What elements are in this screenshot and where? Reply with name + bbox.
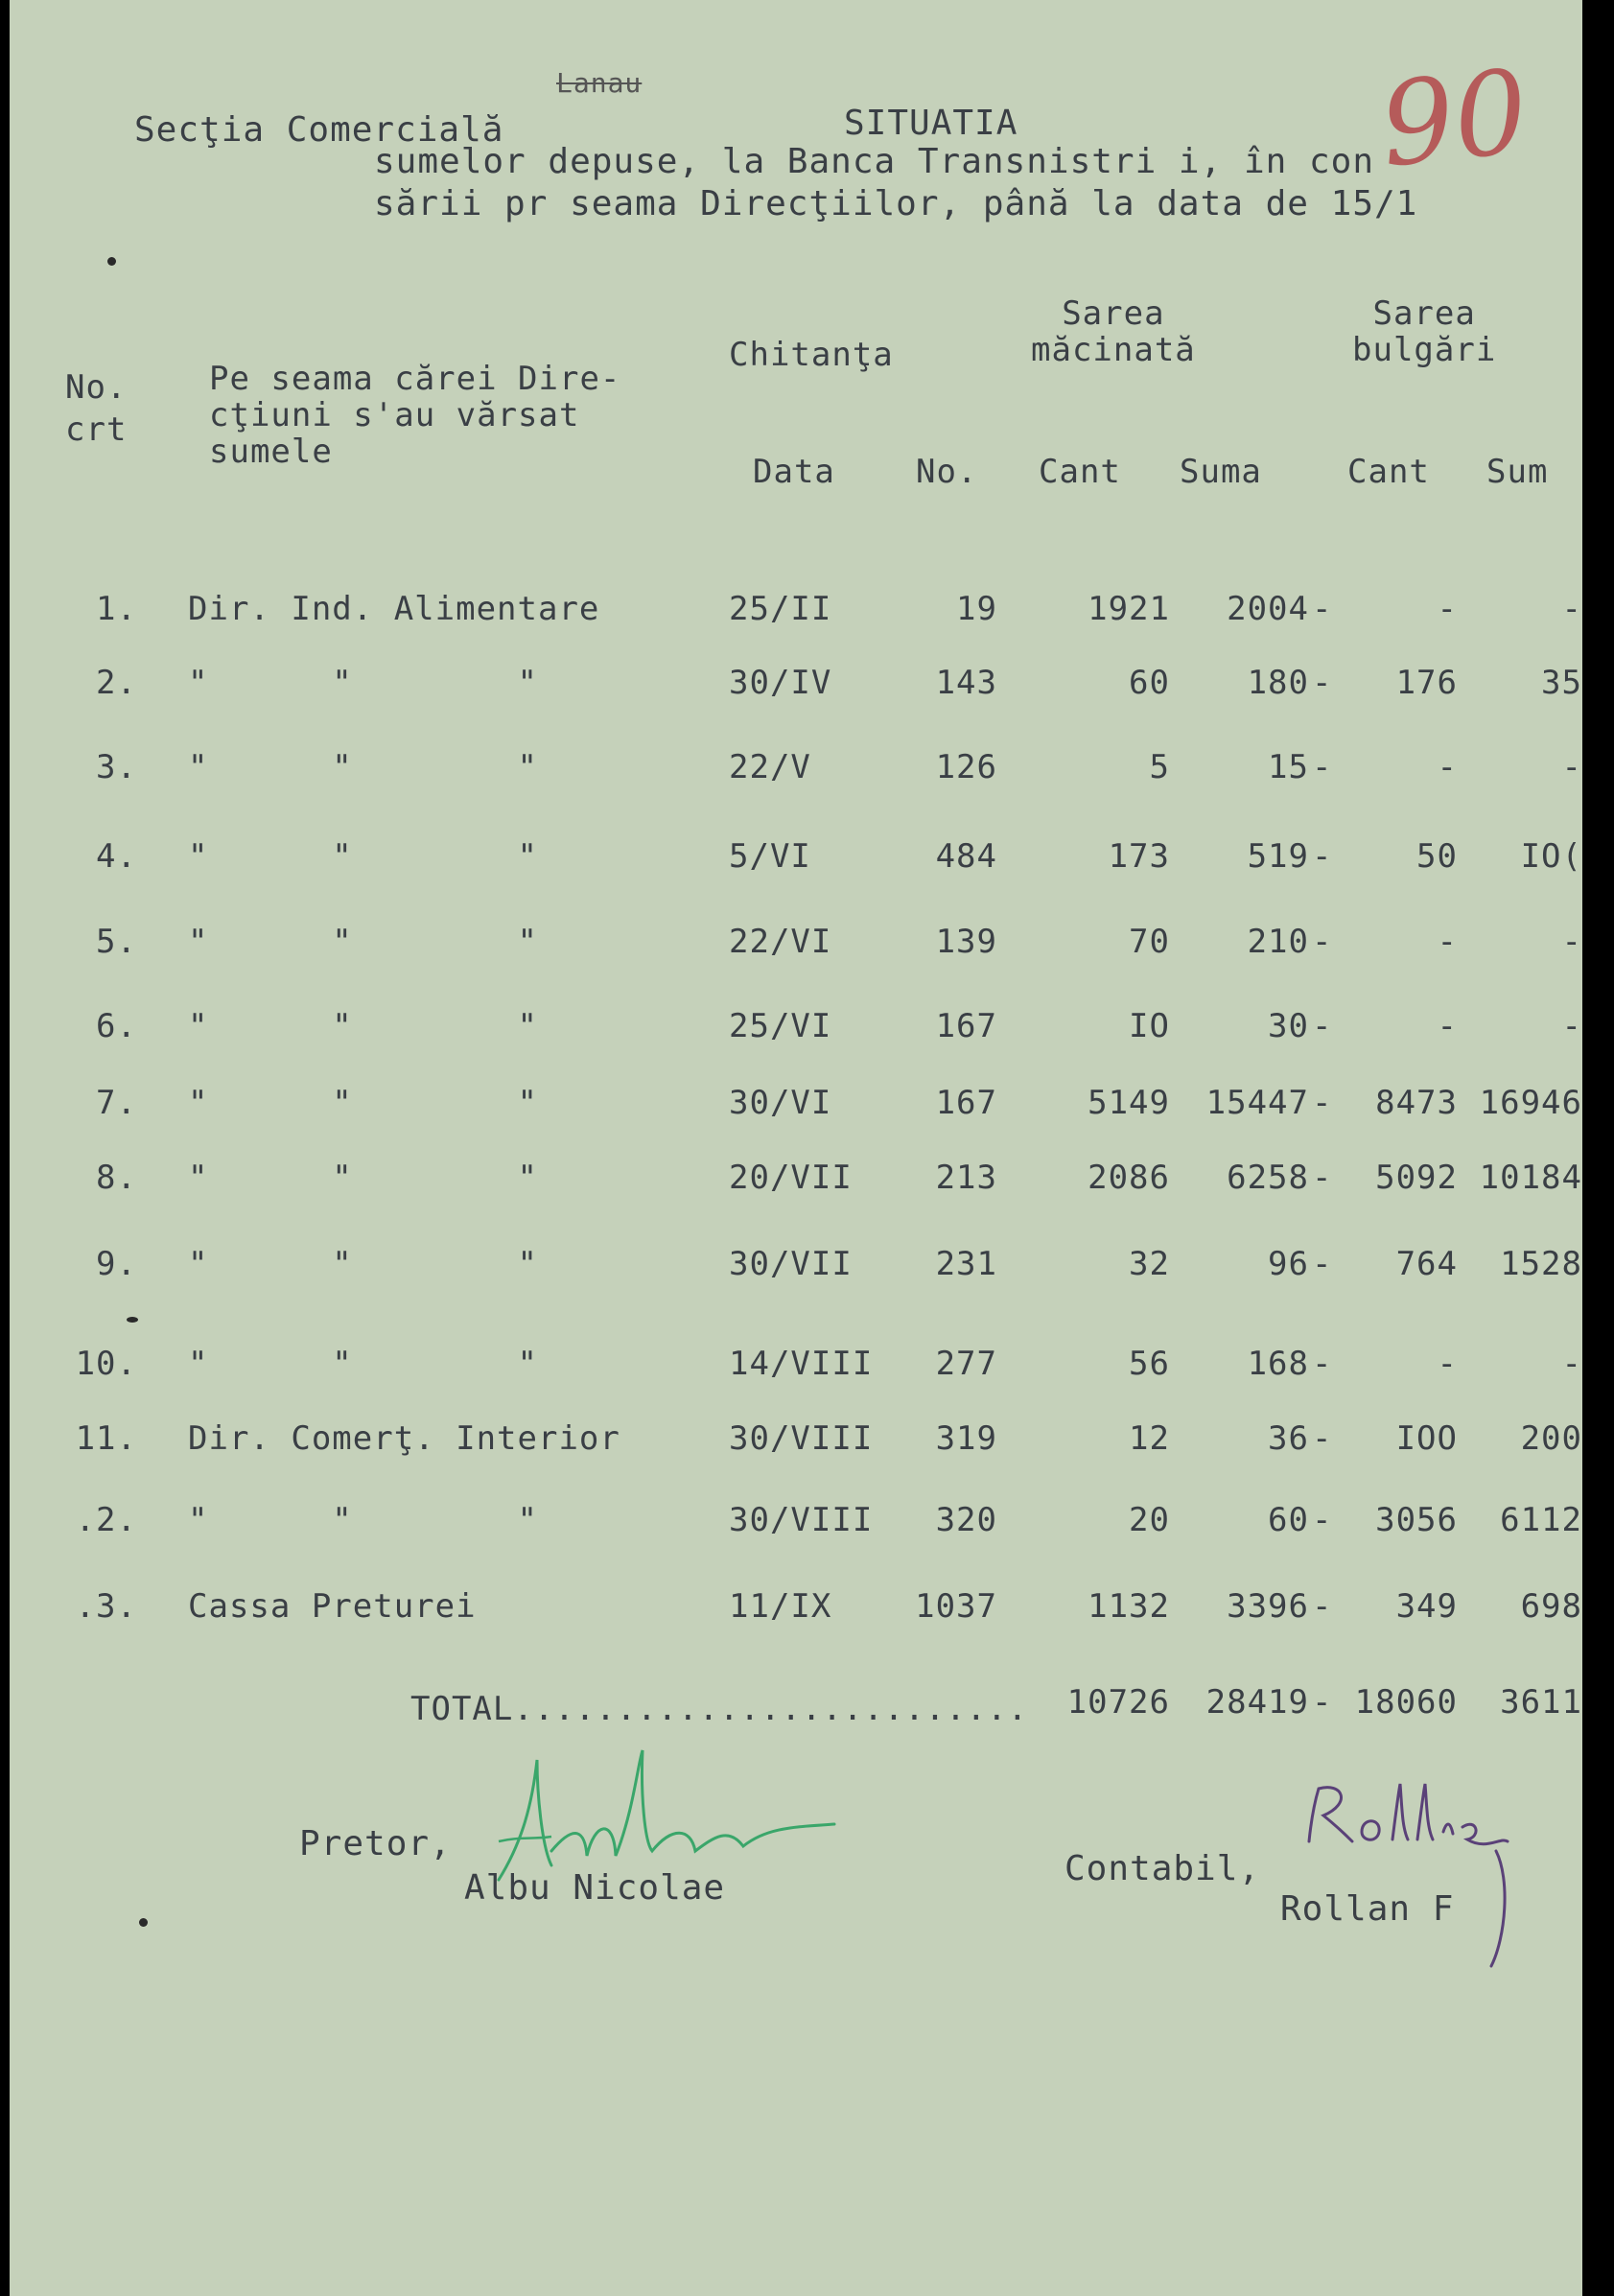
subtitle-line-1: sumelor depuse, la Banca Transnistri i, în con [374,142,1374,181]
row-date: 30/IV [729,664,832,702]
row-receipt-no: 19 [956,590,997,628]
row-suma-bulgari: - [1561,1345,1582,1383]
row-number: 9. [96,1245,137,1283]
row-number: 6. [96,1007,137,1045]
row-dash: - [1312,664,1333,702]
row-date: 14/VIII [729,1345,874,1383]
header-direction: Pe seama cărei Dire- cţiuni s'au vărsat sumele [209,360,621,471]
row-suma-macinata: 30 [1268,1007,1309,1045]
row-suma-macinata: 210 [1247,923,1309,961]
row-cant-macinata: 5149 [1088,1084,1170,1122]
row-receipt-no: 139 [935,923,997,961]
row-number: 5. [96,923,137,961]
row-date: 25/VI [729,1007,832,1045]
row-receipt-no: 143 [935,664,997,702]
row-cant-macinata: 60 [1129,664,1170,702]
row-cant-macinata: 32 [1129,1245,1170,1283]
row-receipt-no: 126 [935,748,997,786]
punch-mark [107,257,116,266]
row-suma-macinata: 519 [1247,837,1309,876]
row-cant-bulgari: - [1437,1345,1458,1383]
row-suma-bulgari: - [1561,590,1582,628]
row-dash: - [1312,748,1333,786]
row-suma-bulgari: IO( [1520,837,1582,876]
header-sarea-macinata: Sarea măcinată [1031,294,1196,369]
row-date: 30/VI [729,1084,832,1122]
pretor-label: Pretor, [299,1824,452,1863]
row-direction: " " " [188,1501,538,1539]
contabil-name: Rollan F [1280,1889,1455,1929]
row-cant-macinata: 20 [1129,1501,1170,1539]
row-cant-bulgari: IOO [1395,1419,1458,1458]
row-direction: Cassa Preturei [188,1587,477,1626]
row-dash: - [1312,837,1333,876]
header-no: No. [916,453,978,491]
row-receipt-no: 1037 [915,1587,997,1626]
row-direction: " " " [188,664,538,702]
row-cant-bulgari: 764 [1395,1245,1458,1283]
row-number: 3. [96,748,137,786]
row-number: 7. [96,1084,137,1122]
row-cant-bulgari: 8473 [1375,1084,1458,1122]
row-direction: " " " [188,1159,538,1197]
row-cant-bulgari: 349 [1395,1587,1458,1626]
row-date: 30/VII [729,1245,853,1283]
row-date: 22/VI [729,923,832,961]
row-date: 20/VII [729,1159,853,1197]
row-suma-bulgari: - [1561,923,1582,961]
row-dash: - [1312,1007,1333,1045]
row-receipt-no: 319 [935,1419,997,1458]
row-date: 11/IX [729,1587,832,1626]
row-dash: - [1312,590,1333,628]
row-receipt-no: 167 [935,1007,997,1045]
row-direction: " " " [188,1245,538,1283]
row-dash: - [1312,1159,1333,1197]
contabil-label: Contabil, [1064,1849,1261,1888]
row-direction: " " " [188,1084,538,1122]
punch-mark [127,1317,138,1323]
header-data: Data [753,453,835,491]
row-direction: " " " [188,923,538,961]
row-suma-bulgari: 10184 [1479,1159,1582,1197]
row-suma-bulgari: 1528 [1500,1245,1582,1283]
row-dash: - [1312,1345,1333,1383]
row-suma-macinata: 15447 [1205,1084,1309,1122]
row-direction: Dir. Comerţ. Interior [188,1419,620,1458]
row-cant-macinata: 12 [1129,1419,1170,1458]
row-cant-bulgari: - [1437,590,1458,628]
row-number: 1. [96,590,137,628]
total-cant: 10726 [1066,1683,1170,1722]
row-cant-macinata: IO [1129,1007,1170,1045]
row-dash: - [1312,923,1333,961]
row-date: 5/VI [729,837,811,876]
row-cant-bulgari: - [1437,923,1458,961]
row-number: 10. [75,1345,137,1383]
row-cant-bulgari: - [1437,748,1458,786]
row-receipt-no: 484 [935,837,997,876]
row-number: 11. [75,1419,137,1458]
row-suma-macinata: 2004 [1227,590,1309,628]
row-dash: - [1312,1419,1333,1458]
punch-mark [139,1918,148,1927]
row-date: 22/V [729,748,811,786]
row-receipt-no: 277 [935,1345,997,1383]
row-receipt-no: 320 [935,1501,997,1539]
row-receipt-no: 167 [935,1084,997,1122]
row-number: 4. [96,837,137,876]
document-title: SITUATIA [844,104,1018,143]
row-cant-macinata: 56 [1129,1345,1170,1383]
row-suma-macinata: 168 [1247,1345,1309,1383]
row-cant-bulgari: - [1437,1007,1458,1045]
header-cant: Cant [1039,453,1121,491]
row-cant-bulgari: 5092 [1375,1159,1458,1197]
row-suma-bulgari: 35 [1541,664,1582,702]
row-number: 8. [96,1159,137,1197]
row-cant-bulgari: 176 [1395,664,1458,702]
header-sarea-bulgari: Sarea bulgări [1352,294,1497,369]
row-date: 30/VIII [729,1419,874,1458]
header-cant-bulgari: Cant [1347,453,1430,491]
row-direction: " " " [188,1345,538,1383]
row-suma-bulgari: 698 [1520,1587,1582,1626]
row-suma-bulgari: 6112 [1500,1501,1582,1539]
subtitle-line-2: sării pr seama Direcţiilor, până la data de 15/1 [374,184,1418,223]
total-cant-bulgari: 18060 [1354,1683,1458,1722]
total-suma: 28419 [1205,1683,1309,1722]
row-suma-bulgari: - [1561,748,1582,786]
row-suma-macinata: 3396 [1227,1587,1309,1626]
total-dash: - [1312,1683,1333,1722]
row-suma-macinata: 6258 [1227,1159,1309,1197]
row-cant-macinata: 173 [1108,837,1170,876]
row-cant-bulgari: 3056 [1375,1501,1458,1539]
row-suma-bulgari: - [1561,1007,1582,1045]
total-suma-bulgari: 3611 [1500,1683,1582,1722]
row-date: 25/II [729,590,832,628]
row-suma-macinata: 96 [1268,1245,1309,1283]
row-cant-macinata: 70 [1129,923,1170,961]
row-cant-macinata: 1132 [1088,1587,1170,1626]
section-name: Secţia Comercială [134,110,504,150]
row-suma-macinata: 180 [1247,664,1309,702]
header-chitanta: Chitanţa [729,336,894,374]
row-number: .3. [75,1587,137,1626]
row-direction: " " " [188,1007,538,1045]
header-no-crt: No. crt [65,368,128,449]
row-cant-macinata: 1921 [1088,590,1170,628]
row-direction: " " " [188,837,538,876]
pretor-name: Albu Nicolae [464,1868,726,1908]
row-direction: Dir. Ind. Alimentare [188,590,600,628]
row-cant-bulgari: 50 [1416,837,1458,876]
row-dash: - [1312,1245,1333,1283]
header-suma-bulgari: Sum [1486,453,1549,491]
row-suma-macinata: 36 [1268,1419,1309,1458]
row-receipt-no: 213 [935,1159,997,1197]
page-number-stamp: 90 [1374,45,1534,194]
row-dash: - [1312,1501,1333,1539]
row-number: .2. [75,1501,137,1539]
row-suma-bulgari: 16946 [1479,1084,1582,1122]
row-cant-macinata: 2086 [1088,1159,1170,1197]
row-receipt-no: 231 [935,1245,997,1283]
total-label: TOTAL......................... [410,1690,1029,1728]
row-suma-macinata: 15 [1268,748,1309,786]
row-number: 2. [96,664,137,702]
row-dash: - [1312,1084,1333,1122]
row-direction: " " " [188,748,538,786]
header-suma: Suma [1180,453,1262,491]
overtyped-heading: Lanau [556,67,643,99]
row-cant-macinata: 5 [1149,748,1170,786]
row-dash: - [1312,1587,1333,1626]
row-suma-bulgari: 200 [1520,1419,1582,1458]
row-date: 30/VIII [729,1501,874,1539]
row-suma-macinata: 60 [1268,1501,1309,1539]
